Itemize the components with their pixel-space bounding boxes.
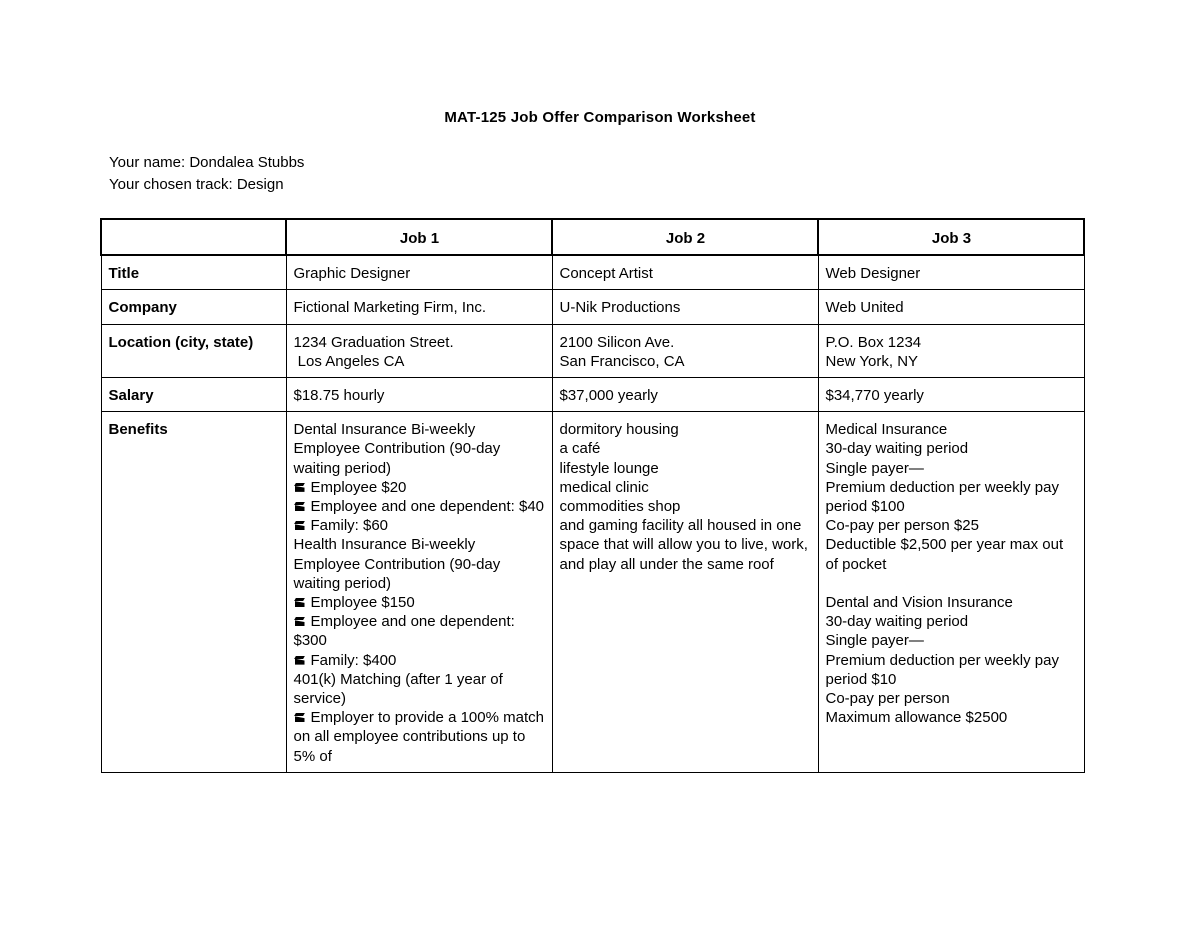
benefit-line: Single payer—	[825, 632, 924, 650]
benefits-job-3	[818, 412, 1084, 773]
blank-line	[826, 574, 1078, 593]
table-row-location	[101, 324, 1084, 377]
benefit-line: 30-day waiting period	[825, 613, 969, 631]
bullet-icon	[294, 656, 306, 666]
row-label-location: Location (city, state)	[101, 324, 286, 377]
table-row-benefits	[101, 412, 1084, 773]
benefit-line: Employee Contribution (90-day waiting period)	[293, 440, 501, 477]
page-title: MAT-125 Job Offer Comparison Worksheet	[444, 109, 756, 126]
benefit-line: Premium deduction per weekly pay period $100	[825, 478, 1059, 516]
benefits-job-2	[552, 412, 818, 773]
benefit-text: Family: $60	[310, 517, 389, 535]
benefit-bullet-item	[294, 497, 546, 516]
cell-text: Web Designer	[825, 265, 921, 283]
title-job-1	[286, 255, 552, 290]
your-name-line: Your name: Dondalea Stubbs	[109, 154, 305, 171]
header-job-2: Job 2	[552, 219, 818, 255]
benefit-bullet-item	[294, 612, 546, 650]
cell-text: Fictional Marketing Firm, Inc.	[293, 299, 487, 317]
benefit-line: medical clinic	[559, 478, 649, 496]
benefit-bullet-item	[294, 516, 546, 535]
benefit-line: Premium deduction per weekly pay period $10	[825, 651, 1059, 688]
row-label-company: Company	[101, 290, 286, 324]
cell-text: 1234 Graduation Street.	[293, 333, 454, 351]
job-comparison-table	[100, 218, 1085, 773]
benefit-bullet-item	[294, 478, 546, 497]
title-job-2	[552, 255, 818, 290]
benefit-line: Co-pay per person $25	[825, 517, 979, 535]
benefit-text: Employee and one dependent: $300	[293, 613, 515, 650]
header-corner-cell	[101, 219, 286, 255]
benefit-bullet-item	[294, 593, 546, 612]
bullet-icon	[294, 598, 306, 608]
cell-text: New York, NY	[825, 352, 919, 370]
table-row-company	[101, 290, 1084, 324]
benefit-line: lifestyle lounge	[559, 459, 659, 477]
salary-job-1	[286, 378, 552, 412]
cell-text: San Francisco, CA	[559, 352, 685, 370]
bullet-icon	[294, 483, 306, 493]
benefit-bullet-item	[294, 651, 546, 670]
company-job-3	[818, 290, 1084, 324]
table-row-salary	[101, 378, 1084, 412]
benefit-line: 30-day waiting period	[825, 440, 969, 458]
cell-text: U-Nik Productions	[559, 299, 681, 317]
chosen-track-line: Your chosen track: Design	[109, 176, 284, 193]
benefit-line: a café	[559, 440, 601, 458]
benefit-text: Employee $150	[310, 594, 415, 612]
table-row-title	[101, 255, 1084, 290]
cell-text: Los Angeles CA	[293, 352, 405, 370]
benefit-line: and gaming facility all housed in one space that will allow you to live, work, and play all under the same roof	[559, 517, 808, 573]
row-label-salary: Salary	[101, 378, 286, 412]
bullet-icon	[294, 502, 306, 512]
salary-job-2	[552, 378, 818, 412]
benefit-line: Single payer—	[825, 459, 924, 477]
benefit-text: Employer to provide a 100% match on all employee contributions up to 5% of	[293, 709, 544, 765]
bullet-icon	[294, 521, 306, 531]
cell-text: Graphic Designer	[293, 265, 411, 283]
cell-text: Web United	[825, 299, 904, 317]
benefit-text: Employee and one dependent: $40	[310, 498, 545, 516]
benefit-line: Medical Insurance	[825, 421, 948, 439]
benefit-line: Dental Insurance Bi-weekly	[293, 421, 476, 439]
benefit-line: Dental and Vision Insurance	[825, 594, 1013, 612]
benefit-text: Family: $400	[310, 651, 397, 669]
table-header-row	[101, 219, 1084, 255]
cell-text: $37,000 yearly	[559, 387, 658, 405]
benefit-text: Employee $20	[310, 478, 407, 496]
header-job-3: Job 3	[818, 219, 1084, 255]
benefit-line: dormitory housing	[559, 421, 679, 439]
benefit-line: commodities shop	[559, 498, 681, 516]
bullet-icon	[294, 713, 306, 723]
company-job-2	[552, 290, 818, 324]
cell-text: $18.75 hourly	[293, 387, 385, 405]
benefit-line: Maximum allowance $2500	[825, 709, 1008, 727]
benefit-line: Health Insurance Bi-weekly	[293, 536, 476, 554]
bullet-icon	[294, 617, 306, 627]
benefit-line: 401(k) Matching (after 1 year of service)	[293, 670, 503, 708]
benefits-job-1	[286, 412, 552, 773]
company-job-1	[286, 290, 552, 324]
salary-job-3	[818, 378, 1084, 412]
benefit-bullet-item	[294, 708, 546, 766]
cell-text: 2100 Silicon Ave.	[559, 333, 675, 351]
benefit-line: Deductible $2,500 per year max out of pocket	[825, 536, 1064, 573]
benefit-line: Co-pay per person	[825, 690, 950, 708]
benefit-line: Employee Contribution (90-day waiting period)	[293, 555, 501, 592]
cell-text: $34,770 yearly	[825, 387, 924, 405]
location-job-2	[552, 324, 818, 377]
title-job-3	[818, 255, 1084, 290]
row-label-title: Title	[101, 255, 286, 290]
cell-text: P.O. Box 1234	[825, 333, 922, 351]
cell-text: Concept Artist	[559, 265, 653, 283]
location-job-3	[818, 324, 1084, 377]
row-label-benefits: Benefits	[101, 412, 286, 773]
location-job-1	[286, 324, 552, 377]
header-job-1: Job 1	[286, 219, 552, 255]
